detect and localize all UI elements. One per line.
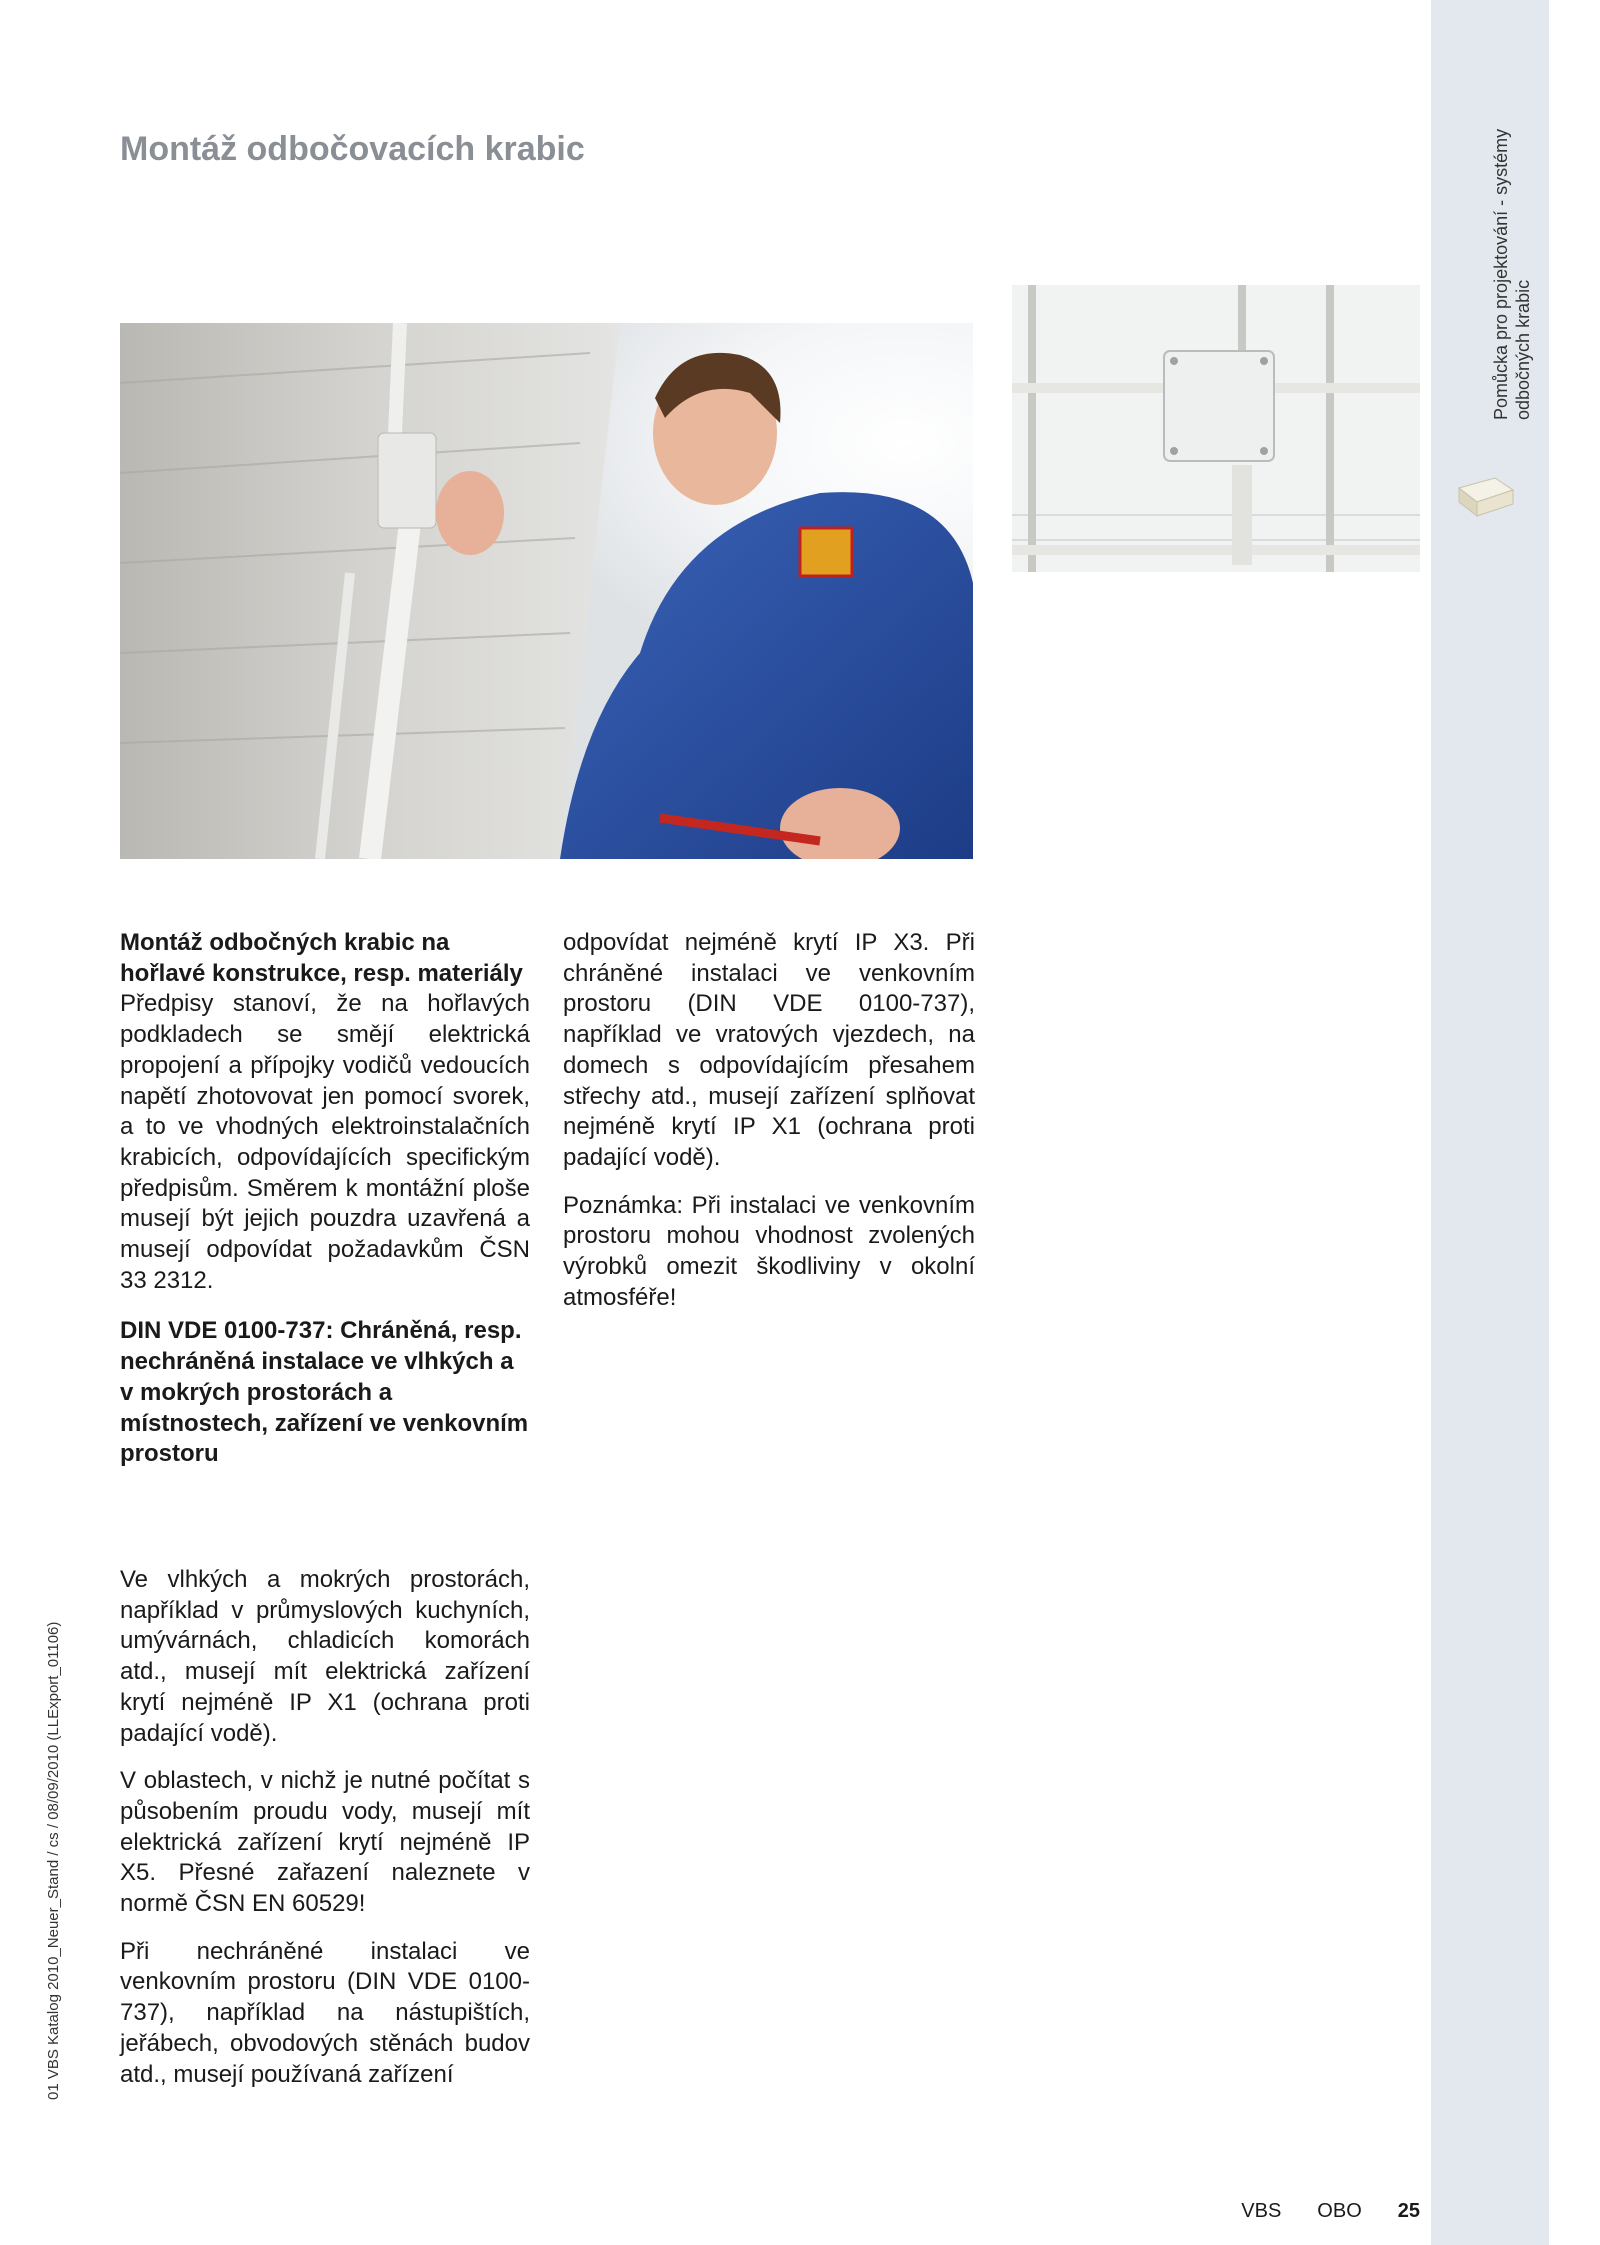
junction-box-photo [1012, 285, 1420, 572]
section-heading-2: DIN VDE 0100-737: Chráněná, resp. nechráněná instalace ve vlhkých a v mokrých prostorách a místnostech, zařízení ve venkovním prostoru [120, 1317, 529, 1468]
sidebar-label [1490, 30, 1534, 420]
section-heading: Montáž odbočných krabic na hořlavé konstrukce, resp. materiály [120, 929, 523, 987]
junction-box-icon [1455, 470, 1517, 520]
body-paragraph: odpovídat nejméně krytí IP X3. Při chráněné instalaci ve venkovním prostoru (DIN VDE 0100-737), například ve vratových vjezdech, na domech s odpovídajícím přesahem střechy atd., musejí zařízení splňovat nejméně krytí IP X1 (ochrana proti padající vodě). [563, 929, 975, 1171]
sidebar-label-line1: Pomůcka pro projektování - systémy [1491, 128, 1511, 420]
footer-catalog-note: 01 VBS Katalog 2010_Neuer_Stand / cs / 08/09/2010 (LLExport_01106) [45, 1621, 62, 2100]
body-paragraph: Ve vlhkých a mokrých prostorách, například v průmyslových kuchyních, umývárnách, chladicích komorách atd., musejí mít elektrická zařízení krytí nejméně IP X1 (ochrana proti padající vodě). [120, 1566, 530, 1747]
body-paragraph: Poznámka: Při instalaci ve venkovním prostoru mohou vhodnost zvolených výrobků omezit škodliviny v okolní atmosféře! [563, 1191, 975, 1311]
column-1 [120, 928, 530, 1470]
footer-obo: OBO [1317, 2200, 1362, 2222]
body-paragraph: Předpisy stanoví, že na hořlavých podkladech se smějí elektrická propojení a přípojky vodičů vedoucích napětí zhotovovat jen pomocí svorek, a to ve vhodných elektroinstalačních krabicích, odpovídajících specifickým předpisům. Směrem k montážní ploše musejí být jejich pouzdra uzavřená a musejí odpovídat požadavkům ČSN 33 2312. [120, 990, 530, 1294]
footer-bar [1241, 2200, 1420, 2223]
column-3 [120, 1565, 530, 2107]
sidebar-label-line2: odbočných krabic [1513, 279, 1533, 420]
body-paragraph: V oblastech, v nichž je nutné počítat s působením proudu vody, musejí mít elektrická zařízení krytí nejméně IP X5. Přesné zařazení naleznete v normě ČSN EN 60529! [120, 1767, 530, 1918]
column-2 [563, 928, 975, 1330]
page-title: Montáž odbočovacích krabic [120, 130, 585, 168]
page-number: 25 [1397, 2200, 1420, 2222]
footer-vbs: VBS [1241, 2200, 1282, 2222]
body-paragraph: Při nechráněné instalaci ve venkovním prostoru (DIN VDE 0100-737), například na nástupištích, jeřábech, obvodových stěnách budov atd., musejí používaná zařízení [120, 1937, 530, 2088]
electrician-photo [120, 323, 973, 859]
